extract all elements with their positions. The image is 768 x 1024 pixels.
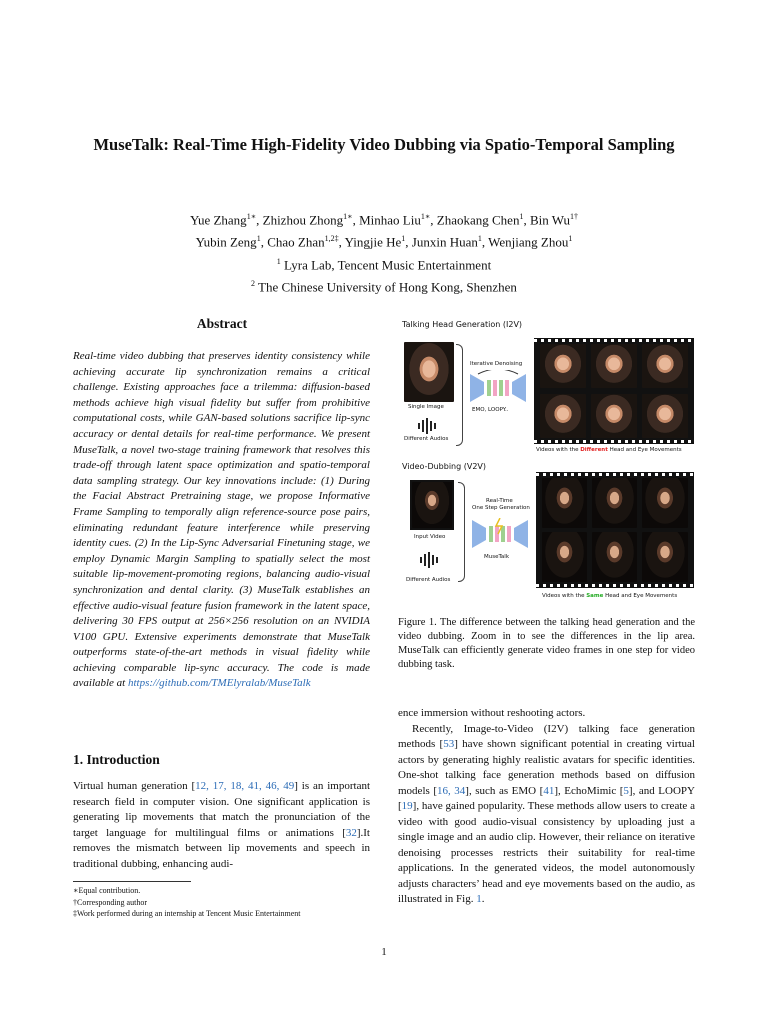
input-video-label: Input Video	[414, 534, 446, 540]
affiliation-text: Lyra Lab, Tencent Music Entertainment	[280, 256, 492, 272]
paragraph	[398, 722, 695, 908]
single-image-portrait	[404, 342, 454, 402]
text: Recently, Image-to-Video (I2V) talking face generation methods [	[398, 722, 695, 750]
paragraph: ence immersion without reshooting actors.	[398, 707, 586, 719]
text: ] have shown significant potential in creating virtual actors by generating highly realistic avatars for specific identities. One-shot talking face generation methods based on diffusion models [	[398, 738, 695, 797]
v2v-output-caption	[542, 593, 677, 599]
author-line-2	[60, 229, 708, 251]
i2v-output-caption	[536, 447, 682, 453]
output-frame	[642, 532, 688, 582]
output-frame	[592, 478, 637, 528]
musetalk-network-icon	[472, 518, 528, 552]
paper-title: MuseTalk: Real-Time High-Fidelity Video Dubbing via Spatio-Temporal Sampling	[93, 135, 675, 154]
text: Videos with the	[536, 447, 581, 453]
text: Virtual human generation [	[73, 780, 196, 792]
realtime-label: Real-Time	[486, 498, 513, 504]
text: ], such as EMO [	[465, 784, 544, 797]
page-number: 1	[381, 946, 387, 958]
affiliation-sup: 2	[251, 278, 256, 288]
different-audios-label: Different Audios	[404, 436, 449, 442]
citation-link[interactable]: 32	[345, 826, 357, 839]
author-name: Yue Zhang	[190, 212, 247, 228]
text: .	[481, 893, 485, 905]
author-name: , Yingjie He	[338, 234, 402, 250]
abstract-heading: Abstract	[196, 316, 248, 331]
author-sup: 1∗	[246, 212, 257, 221]
affiliation-text: The Chinese University of Hong Kong, Shenzhen	[255, 279, 517, 295]
author-sup: 1†	[570, 212, 578, 221]
abstract-text: Real-time video dubbing that preserves identity consistency while achieving accurate lip synchronization remains a critical challenge. Existing approaches face a trilemma: diffusion-based methods achieve high visual fidelity but suffer from prohibitive computational costs, while GAN-based solutions sacrifice lip-sync accuracy or dental details for real-time performance. We present MuseTalk, a novel two-stage training framework that resolves this trade-off through latent space optimization and spatio-temporal data sampling strategy. Our key innovations include: (1) During the Facial Abstract Pretraining stage, we propose Informative Frame Sampling to temporally align reference-source pose pairs, eliminating redundant feature interference while preserving identity cues. (2) In the Lip-Sync Adversarial Finetuning stage, we employ Dynamic Margin Sampling to spatially select the most suitable lip-movement-promoting regions, balancing audio-visual synchronization and dental clarity. (3) MuseTalk establishes an effective audio-visual feature fusion framework in the latent space, delivering 30 FPS output at 256×256 resolution on an NVIDIA V100 GPU. Extensive experiments demonstrate that MuseTalk outperforms state-of-the-art methods in visual fidelity while achieving comparable lip-sync accuracy. The code is made available at	[73, 350, 370, 690]
footnote: †Corresponding author	[73, 897, 147, 907]
output-frame	[591, 344, 637, 388]
affiliation-sup: 1	[276, 256, 281, 266]
text: Head and Eye Movements	[603, 593, 678, 599]
different-word: Different	[580, 447, 608, 453]
citation-link[interactable]: 12, 17, 18, 41, 46, 49	[195, 780, 295, 792]
output-frame	[542, 532, 587, 582]
output-frame	[642, 344, 688, 388]
citation-link[interactable]: 53	[443, 738, 455, 750]
section-heading-introduction: 1. Introduction	[73, 752, 160, 767]
v2v-title: Video-Dubbing (V2V)	[402, 462, 487, 471]
intro-paragraph	[73, 779, 370, 872]
audio-waveform-icon	[416, 418, 446, 434]
emo-loopy-label: EMO, LOOPY..	[472, 407, 509, 413]
author-name: , Chao Zhan	[260, 234, 325, 250]
input-brace	[458, 482, 465, 582]
right-column-text	[398, 706, 695, 908]
affiliation-1	[60, 252, 708, 274]
output-frame	[642, 394, 688, 438]
same-word: Same	[586, 593, 604, 599]
affiliation-2	[60, 274, 708, 296]
output-frame	[540, 344, 586, 388]
author-block	[60, 207, 708, 296]
citation-link[interactable]: 5	[623, 784, 629, 797]
citation-link[interactable]: 19	[401, 800, 413, 812]
author-sup: 1	[401, 234, 406, 244]
author-sup: 1	[477, 234, 482, 244]
i2v-title: Talking Head Generation (I2V)	[402, 320, 523, 329]
abstract-body	[73, 349, 370, 692]
citation-link[interactable]: 16, 34	[436, 784, 466, 797]
footnotes	[73, 885, 373, 920]
text: ].It removes the mismatch between lip movements and speech in traditional dubbing, enhancing audi-	[73, 826, 370, 870]
iterative-denoising-label: Iterative Denoising	[470, 361, 523, 367]
text: ] is an important research field in computer vision. One significant application is generating lip movements that match the pronunciation of the target language for multilingual films or animations [	[73, 780, 371, 839]
text: ], and LOOPY [	[398, 784, 695, 812]
figure-1-caption: Figure 1. The difference between the talking head generation and the video dubbing. Zoom in to see the differences in the lip area. MuseTalk can efficiently generate video frames in one step for video dubbing task.	[398, 617, 695, 670]
footnote-rule	[73, 881, 191, 882]
output-frame	[540, 394, 586, 438]
musetalk-label: MuseTalk	[484, 554, 510, 560]
author-name: , Wenjiang Zhou	[481, 234, 569, 250]
i2v-output-filmstrip	[534, 338, 694, 444]
author-name: , Bin Wu	[523, 212, 570, 228]
footnote: ∗Equal contribution.	[73, 886, 141, 895]
text: ], have gained popularity. These methods allow users to create a video with good audio-visual consistency by uploading just a single image and an audio clip. However, their reliance on iterative denoising processes restricts their suitability for real-time applications. In the generated videos, the model autonomously adjusts characters’ head and eye movements based on the audio, as illustrated in Fig.	[398, 800, 695, 905]
author-name: , Zhizhou Zhong	[256, 212, 344, 228]
single-image-label: Single Image	[408, 404, 444, 410]
output-frame	[591, 394, 637, 438]
v2v-output-filmstrip	[536, 472, 694, 588]
text: Head and Eye Movements	[607, 447, 682, 453]
output-frame	[542, 478, 587, 528]
citation-link[interactable]: 41	[543, 784, 555, 797]
output-frame	[642, 478, 688, 528]
author-name: , Junxin Huan	[405, 234, 478, 250]
author-name: Yubin Zeng	[195, 234, 257, 250]
author-name: , Zhaokang Chen	[430, 212, 520, 228]
different-audios-label: Different Audios	[406, 577, 451, 583]
text: Videos with the	[542, 593, 587, 599]
text: ], EchoMimic [	[554, 784, 624, 797]
author-name: , Minhao Liu	[352, 212, 421, 228]
author-sup: 1	[256, 234, 261, 244]
input-video-frame	[412, 482, 452, 528]
one-step-label: One Step Generation	[472, 505, 530, 511]
output-frame	[592, 532, 637, 582]
author-sup: 1	[568, 234, 573, 244]
author-sup: 1,2‡	[324, 234, 339, 244]
author-sup: 1∗	[343, 212, 353, 221]
author-sup: 1∗	[420, 212, 431, 221]
footnote: ‡Work performed during an internship at Tencent Music Entertainment	[73, 909, 301, 918]
audio-waveform-icon	[418, 552, 448, 568]
input-brace	[456, 344, 463, 446]
input-video-stack	[410, 480, 454, 530]
code-link[interactable]: https://github.com/TMElyralab/MuseTalk	[128, 677, 311, 690]
figure-1	[398, 318, 696, 608]
author-sup: 1	[519, 212, 524, 221]
figure-link[interactable]: 1	[476, 893, 482, 905]
author-line-1	[60, 207, 708, 229]
diffusion-network-icon	[470, 370, 526, 404]
